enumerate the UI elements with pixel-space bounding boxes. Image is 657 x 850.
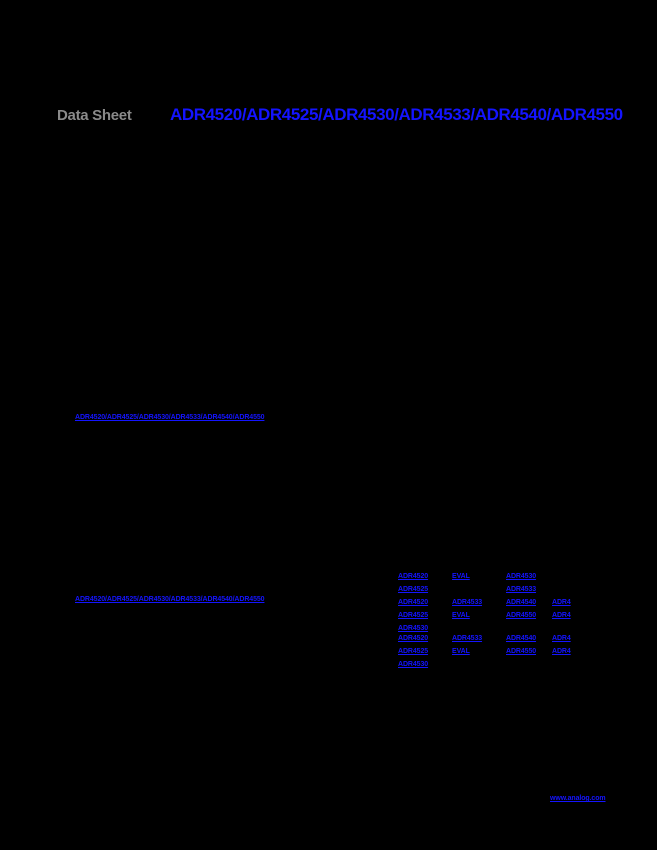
part-column-group2-b[interactable] <box>452 596 482 622</box>
part-link[interactable]: ADR4 <box>552 635 571 642</box>
part-link[interactable]: ADR4533 <box>452 599 483 606</box>
part-link[interactable]: ADR4520 <box>398 599 429 606</box>
related-parts-link-1[interactable]: ADR4520/ADR4525/ADR4530/ADR4533/ADR4540/ADR4550 <box>75 414 265 421</box>
part-link[interactable]: ADR4533 <box>452 635 483 642</box>
part-link[interactable]: ADR4525 <box>398 648 429 655</box>
part-link[interactable]: EVAL <box>452 648 470 655</box>
part-column-group3-a[interactable] <box>398 632 428 671</box>
part-link[interactable]: ADR4540 <box>506 635 537 642</box>
part-link[interactable]: ADR4530 <box>398 661 429 668</box>
part-column-group3-d[interactable] <box>552 632 571 658</box>
part-link[interactable]: ADR4540 <box>506 599 537 606</box>
part-link[interactable]: ADR4550 <box>506 612 537 619</box>
part-link[interactable]: ADR4 <box>552 612 571 619</box>
footer-website-link[interactable]: www.analog.com <box>550 795 606 802</box>
related-parts-link-2[interactable]: ADR4520/ADR4525/ADR4530/ADR4533/ADR4540/ADR4550 <box>75 596 265 603</box>
page-title-part-numbers: ADR4520/ADR4525/ADR4530/ADR4533/ADR4540/ADR4550 <box>170 105 623 124</box>
part-link[interactable]: ADR4550 <box>506 648 537 655</box>
part-link[interactable]: ADR4 <box>552 648 571 655</box>
part-column-group3-b[interactable] <box>452 632 482 658</box>
part-link[interactable]: ADR4 <box>552 599 571 606</box>
part-column-group3-c[interactable] <box>506 632 536 658</box>
part-link[interactable]: ADR4530 <box>506 573 537 580</box>
part-column-group1-b[interactable] <box>452 570 470 583</box>
part-link[interactable]: ADR4533 <box>506 586 537 593</box>
part-column-group2-d[interactable] <box>552 596 571 622</box>
part-column-group2-c[interactable] <box>506 596 536 622</box>
part-link[interactable]: ADR4525 <box>398 612 429 619</box>
part-link[interactable]: EVAL <box>452 573 470 580</box>
part-link[interactable]: ADR4520 <box>398 635 429 642</box>
part-link[interactable]: ADR4520 <box>398 573 429 580</box>
part-link[interactable]: ADR4525 <box>398 586 429 593</box>
part-column-group1-a[interactable] <box>398 570 428 596</box>
part-column-group2-a[interactable] <box>398 596 428 635</box>
part-column-group1-c[interactable] <box>506 570 536 596</box>
page-title-datasheet: Data Sheet <box>57 107 132 124</box>
part-link[interactable]: EVAL <box>452 612 470 619</box>
part-link[interactable]: ADR4530 <box>398 625 429 632</box>
